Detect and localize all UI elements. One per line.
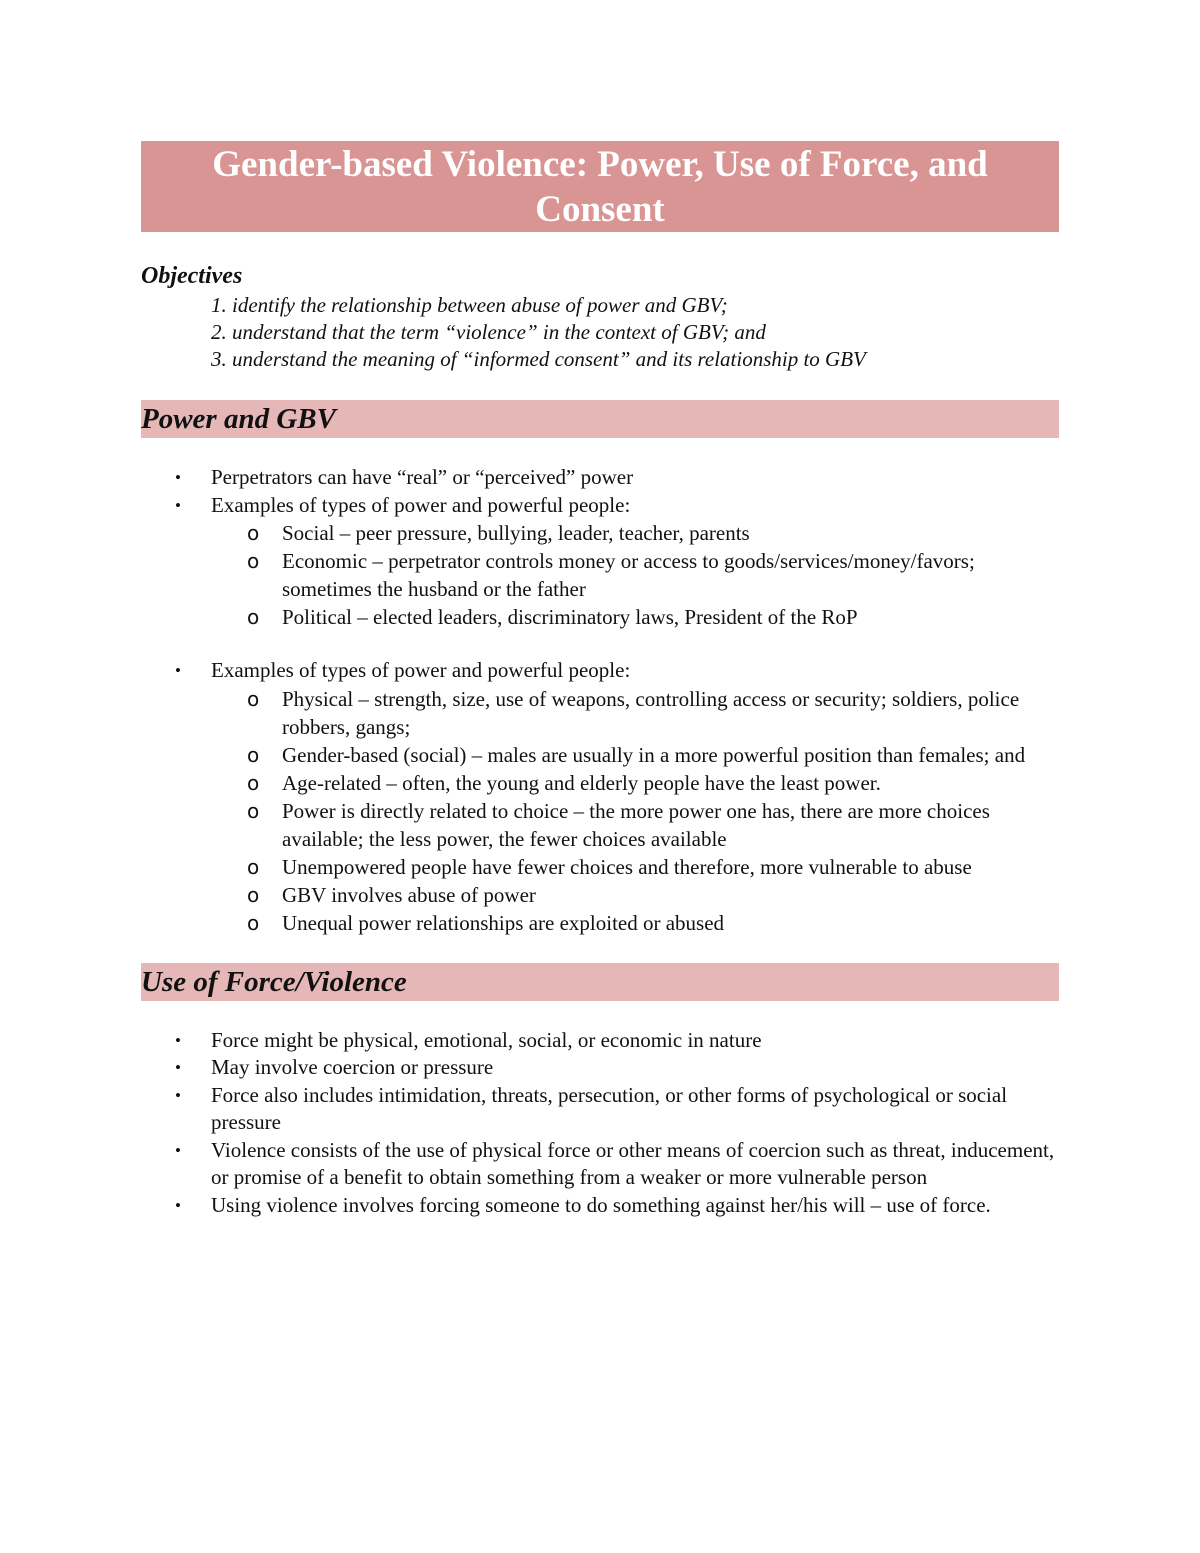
section-heading-power: Power and GBV (141, 403, 336, 435)
bullet-icon: • (175, 1140, 181, 1160)
objective-item: 1. identify the relationship between abuse of power and GBV; (211, 293, 728, 317)
force-bullet-list (141, 1027, 1059, 1220)
list-item-text: Force also includes intimidation, threats, persecution, or other forms of psychological or social pressure (211, 1082, 1008, 1134)
bullet-icon: • (175, 1195, 181, 1215)
sub-list-item (141, 853, 1059, 881)
bullet-icon: • (175, 1030, 181, 1050)
sub-list-item-text: Age-related – often, the young and elderly people have the least power. (282, 770, 881, 795)
bullet-icon: • (175, 468, 181, 487)
objectives-list (211, 292, 1059, 373)
power-bullet-list (141, 464, 1059, 631)
power-sub-list-2 (211, 685, 1059, 937)
bullet-icon: • (175, 1085, 181, 1105)
bullet-icon: • (175, 661, 181, 680)
sub-list-item (141, 797, 1059, 853)
circle-bullet-icon: o (247, 521, 260, 545)
sub-list-item (141, 769, 1059, 797)
list-item-text: Using violence involves forcing someone to do something against her/his will – use of force. (211, 1192, 991, 1217)
circle-bullet-icon: o (247, 854, 260, 879)
list-item (141, 1027, 1059, 1055)
circle-bullet-icon: o (247, 798, 260, 823)
sub-list-item (141, 547, 1059, 603)
power-bullet-list-2 (141, 657, 1059, 937)
circle-bullet-icon: o (247, 742, 260, 767)
circle-bullet-icon: o (247, 770, 260, 795)
sub-list-item-text: Political – elected leaders, discriminatory laws, President of the RoP (282, 605, 858, 629)
section-heading-force: Use of Force/Violence (141, 965, 407, 998)
document-page (141, 141, 1059, 1219)
section-banner-force (141, 963, 1059, 1001)
list-item (141, 492, 1059, 632)
list-item (141, 1082, 1059, 1137)
sub-list-item (141, 519, 1059, 547)
circle-bullet-icon: o (247, 910, 260, 935)
sub-list-item (141, 603, 1059, 631)
objective-item: 3. understand the meaning of “informed consent” and its relationship to GBV (211, 347, 866, 371)
list-item-text: Perpetrators can have “real” or “perceived” power (211, 465, 634, 489)
list-item (141, 464, 1059, 492)
list-item-text: Examples of types of power and powerful people: (211, 492, 631, 517)
objectives-heading: Objectives (141, 263, 243, 289)
sub-list-item (141, 685, 1059, 741)
sub-list-item-text: Power is directly related to choice – the more power one has, there are more choices available; the less power, the fewer choices available (282, 798, 990, 851)
list-item-text: Force might be physical, emotional, social, or economic in nature (211, 1027, 762, 1052)
sub-list-item-text: Unempowered people have fewer choices and therefore, more vulnerable to abuse (282, 854, 972, 879)
sub-list-item (141, 881, 1059, 909)
list-item (141, 1054, 1059, 1082)
title-banner (141, 141, 1059, 232)
bullet-icon: • (175, 495, 181, 515)
list-item-text: Violence consists of the use of physical force or other means of coercion such as threat, inducement, or promise of a benefit to obtain something from a weaker or more vulnerable person (211, 1137, 1055, 1189)
sub-list-item-text: Physical – strength, size, use of weapons, controlling access or security; soldiers, police robbers, gangs; (282, 686, 1020, 739)
sub-list-item-text: GBV involves abuse of power (282, 882, 536, 907)
section-banner-power (141, 400, 1059, 438)
sub-list-item (141, 909, 1059, 937)
bullet-icon: • (175, 1058, 181, 1077)
sub-list-item-text: Gender-based (social) – males are usually in a more powerful position than females; and (282, 742, 1026, 767)
list-item-text: Examples of types of power and powerful people: (211, 658, 631, 682)
sub-list-item (141, 741, 1059, 769)
circle-bullet-icon: o (247, 686, 260, 711)
sub-list-item-text: Economic – perpetrator controls money or access to goods/services/money/favors; sometimes the husband or the father (282, 549, 975, 601)
sub-list-item-text: Social – peer pressure, bullying, leader, teacher, parents (282, 521, 750, 545)
sub-list-item-text: Unequal power relationships are exploited or abused (282, 910, 725, 935)
power-sub-list (211, 519, 1059, 631)
list-item (141, 1137, 1059, 1192)
circle-bullet-icon: o (247, 882, 260, 907)
list-item-text: May involve coercion or pressure (211, 1055, 494, 1079)
circle-bullet-icon: o (247, 549, 260, 573)
objective-item: 2. understand that the term “violence” in the context of GBV; and (211, 320, 766, 344)
circle-bullet-icon: o (247, 605, 260, 629)
list-item (141, 657, 1059, 937)
document-title: Gender-based Violence: Power, Use of Force, and Consent (212, 143, 988, 230)
list-item (141, 1192, 1059, 1220)
